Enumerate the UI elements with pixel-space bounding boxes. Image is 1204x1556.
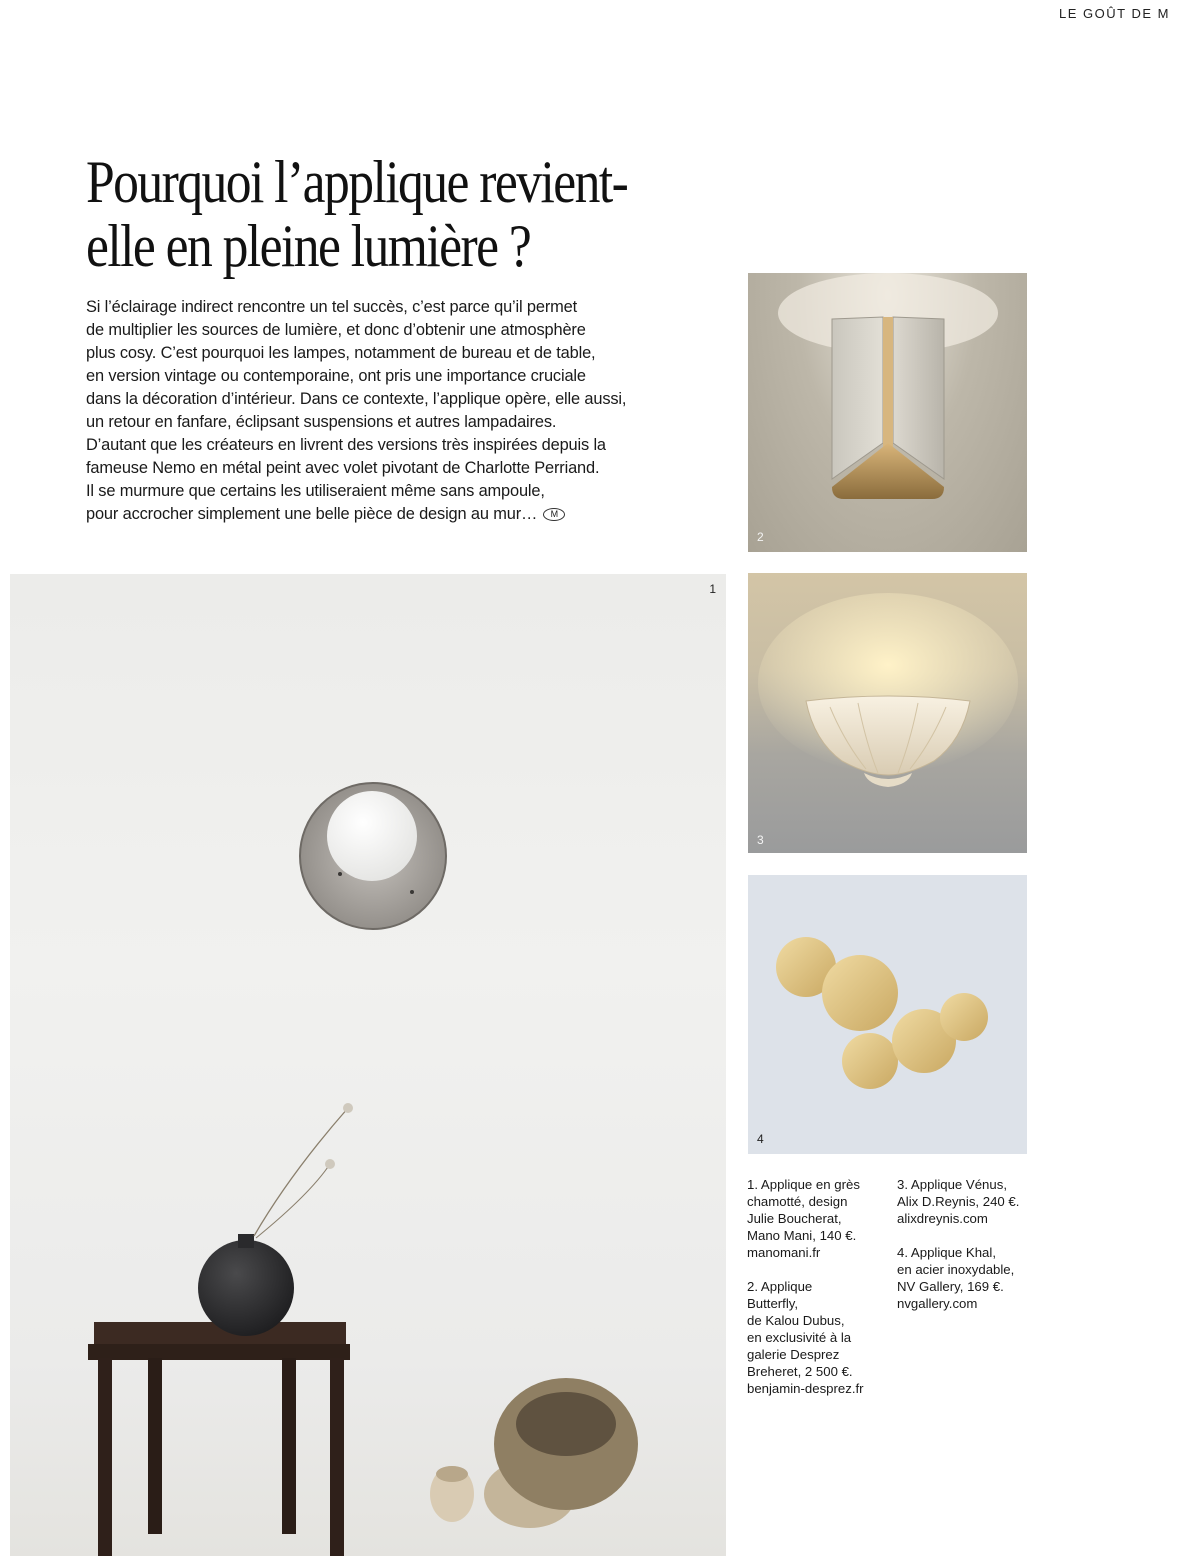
caption-line: galerie Desprez — [747, 1347, 840, 1362]
caption-line: en exclusivité à la — [747, 1330, 852, 1345]
caption-line: chamotté, design — [747, 1194, 848, 1209]
running-head: LE GOÛT DE M — [1059, 6, 1170, 21]
intro-line: de multiplier les sources de lumière, et donc d’obtenir une atmosphère — [86, 321, 586, 339]
intro-line-text: pour accrocher simplement une belle pièce de design au mur… — [86, 505, 538, 523]
photo-number-3: 3 — [757, 833, 764, 847]
intro-line: dans la décoration d’intérieur. Dans ce contexte, l’applique opère, elle aussi, — [86, 390, 627, 408]
caption-line: 4. Applique Khal, — [897, 1245, 996, 1260]
photo-applique-khal — [748, 875, 1027, 1154]
brass-discs-illustration — [748, 875, 1027, 1154]
butterfly-sconce-illustration — [748, 273, 1027, 552]
caption-line: Julie Boucherat, — [747, 1211, 842, 1226]
main-scene-illustration — [10, 574, 726, 1556]
caption-link[interactable]: benjamin-desprez.fr — [747, 1381, 864, 1396]
caption-line: NV Gallery, 169 €. — [897, 1279, 1004, 1294]
captions-right — [897, 1176, 1037, 1329]
intro-line: Il se murmure que certains les utiliseraient même sans ampoule, — [86, 482, 545, 500]
end-mark-icon: M — [543, 508, 565, 521]
caption-line: Butterfly, — [747, 1296, 799, 1311]
caption-1 — [747, 1176, 887, 1261]
photo-applique-butterfly — [748, 273, 1027, 552]
caption-2 — [747, 1278, 887, 1397]
intro-line: plus cosy. C’est pourquoi les lampes, notamment de bureau et de table, — [86, 344, 596, 362]
caption-line: Alix D.Reynis, 240 €. — [897, 1194, 1020, 1209]
intro-line: un retour en fanfare, éclipsant suspensions et autres lampadaires. — [86, 413, 557, 431]
shell-sconce-illustration — [748, 573, 1027, 853]
photo-number-4: 4 — [757, 1132, 764, 1146]
intro-line: Si l’éclairage indirect rencontre un tel succès, c’est parce qu’il permet — [86, 298, 578, 316]
intro-line-last — [86, 503, 726, 526]
intro-paragraph — [86, 296, 726, 526]
intro-line: en version vintage ou contemporaine, ont pris une importance cruciale — [86, 367, 586, 385]
caption-line: de Kalou Dubus, — [747, 1313, 845, 1328]
caption-3 — [897, 1176, 1037, 1227]
caption-link[interactable]: nvgallery.com — [897, 1296, 978, 1311]
captions-left — [747, 1176, 887, 1414]
title-line-2: elle en pleine lumière ? — [86, 213, 531, 279]
intro-line: fameuse Nemo en métal peint avec volet pivotant de Charlotte Perriand. — [86, 459, 600, 477]
caption-line: Mano Mani, 140 €. — [747, 1228, 857, 1243]
caption-line: 1. Applique en grès — [747, 1177, 860, 1192]
caption-line: Breheret, 2 500 €. — [747, 1364, 853, 1379]
caption-link[interactable]: manomani.fr — [747, 1245, 821, 1260]
photo-applique-gres — [10, 574, 726, 1556]
caption-line: 2. Applique — [747, 1279, 813, 1294]
photo-number-1: 1 — [709, 582, 716, 596]
caption-link[interactable]: alixdreynis.com — [897, 1211, 988, 1226]
caption-line: en acier inoxydable, — [897, 1262, 1015, 1277]
caption-4 — [897, 1244, 1037, 1312]
photo-number-2: 2 — [757, 530, 764, 544]
photo-applique-venus — [748, 573, 1027, 853]
caption-line: 3. Applique Vénus, — [897, 1177, 1007, 1192]
intro-line: D’autant que les créateurs en livrent des versions très inspirées depuis la — [86, 436, 606, 454]
page-title — [86, 150, 654, 278]
title-line-1: Pourquoi l’applique revient- — [86, 149, 628, 215]
